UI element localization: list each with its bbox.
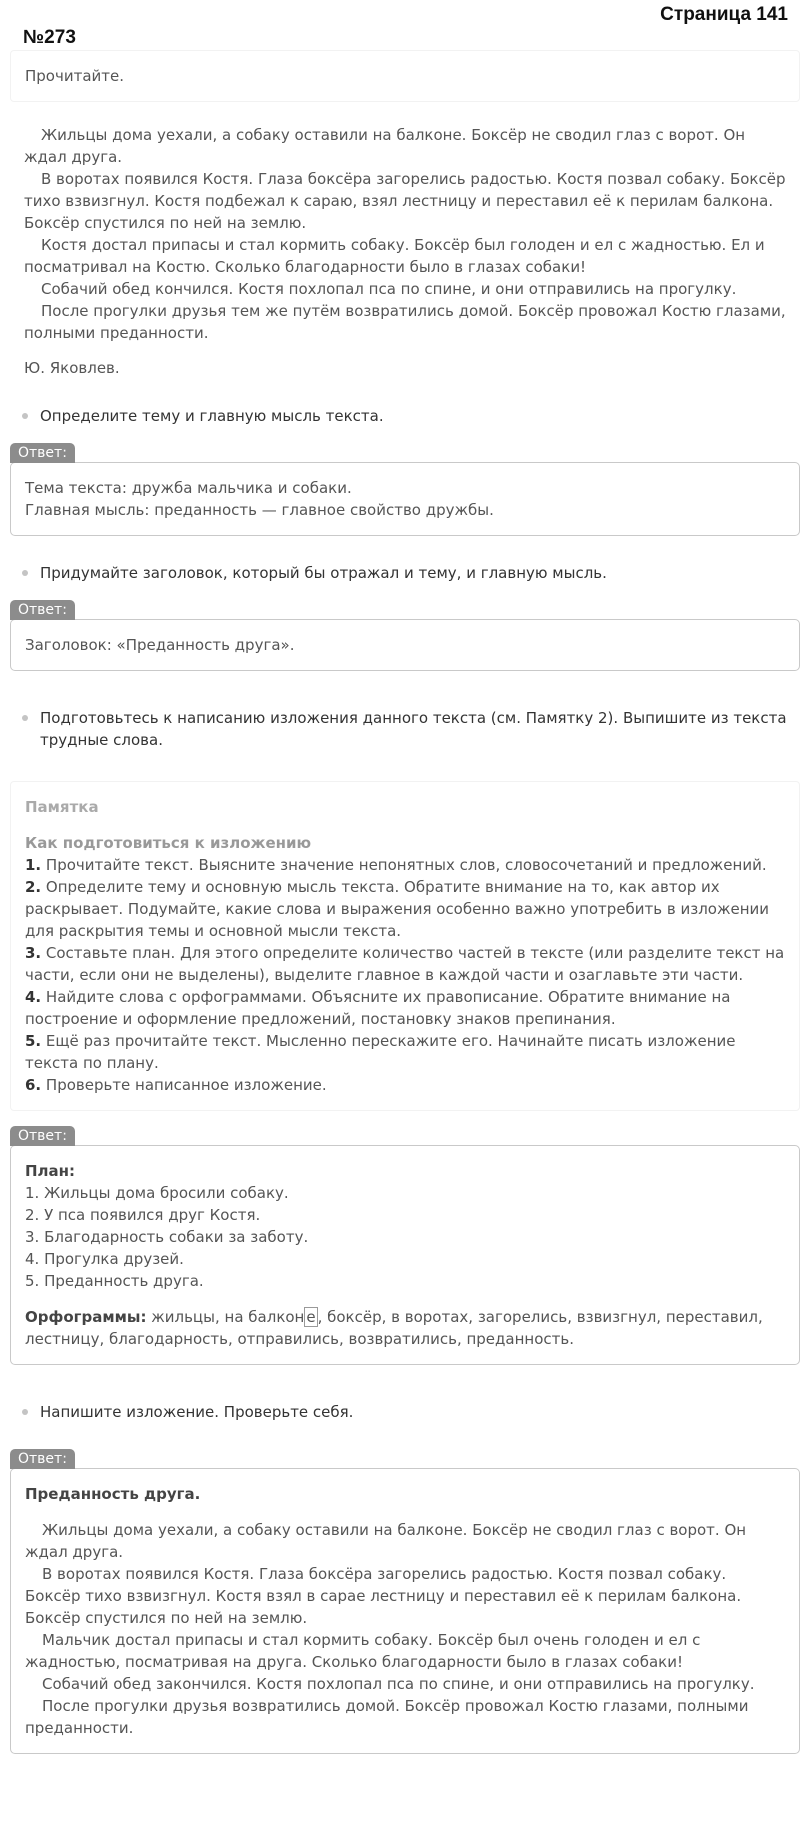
bullet-icon [22, 413, 28, 419]
memo-item [25, 854, 785, 876]
page-number: Страница 141 [660, 4, 788, 25]
answer-4 [10, 1448, 800, 1754]
answer-label: Ответ: [10, 600, 75, 620]
orthograms-label: Орфограммы: [25, 1308, 147, 1326]
plan-item: 1. Жильцы дома бросили собаку. [25, 1184, 289, 1202]
memo-item-number: 1. [25, 856, 42, 874]
content [10, 50, 800, 1754]
bullet-icon [22, 715, 28, 721]
plan-item: 2. У пса появился друг Костя. [25, 1206, 261, 1224]
plan-item: 3. Благодарность собаки за заботу. [25, 1228, 309, 1246]
answer-1 [10, 442, 800, 536]
memo-item-text: Составьте план. Для этого определите количество частей в тексте (или разделите текст на части, если они не выделены), выделите главное в каждой части и озаглавьте эти части. [25, 944, 785, 984]
memo-item-number: 2. [25, 878, 42, 896]
essay-paragraph: Мальчик достал припасы и стал кормить собаку. Боксёр был очень голоден и ел с жадностью, посматривая на друга. Сколько благодарности было в глазах собаки! [25, 1631, 701, 1671]
plan-label: План: [25, 1162, 76, 1180]
essay-paragraph: В воротах появился Костя. Глаза боксёра загорелись радостью. Костя позвал собаку. Боксёр тихо взвизгнул. Костя взял в сарае лестницу и переставил её к перилам балкона. Боксёр спустился по ней на землю. [25, 1565, 742, 1627]
orthogram-highlight: е [306, 1308, 316, 1326]
instruction-card [10, 50, 800, 102]
text-author: Ю. Яковлев. [24, 359, 120, 377]
question-text: Определите тему и главную мысль текста. [40, 407, 384, 425]
memo-item-text: Прочитайте текст. Выясните значение непонятных слов, словосочетаний и предложений. [41, 856, 767, 874]
memo-card [10, 781, 800, 1111]
question-2 [10, 562, 800, 584]
memo-item-text: Ещё раз прочитайте текст. Мысленно перескажите его. Начинайте писать изложение текста по плану. [25, 1032, 736, 1072]
question-1 [10, 405, 800, 427]
memo-item-number: 4. [25, 988, 42, 1006]
memo-item [25, 986, 785, 1030]
memo-item-text: Определите тему и основную мысль текста. Обратите внимание на то, как автор их раскрывает. Подумайте, какие слова и выражения особенно важно употребить в изложении для раскрытия темы и основной мысли текста. [25, 878, 770, 940]
plan-item: 4. Прогулка друзей. [25, 1250, 184, 1268]
answer-label: Ответ: [10, 1449, 75, 1469]
answer-box [10, 619, 800, 671]
answer-line: Заголовок: «Преданность друга». [25, 636, 295, 654]
bullet-icon [22, 570, 28, 576]
bullet-icon [22, 1409, 28, 1415]
source-text [10, 124, 800, 344]
question-text: Подготовьтесь к написанию изложения данного текста (см. Памятку 2). Выпишите из текста трудные слова. [40, 709, 787, 749]
memo-item-text: Проверьте написанное изложение. [41, 1076, 327, 1094]
answer-box [10, 1145, 800, 1365]
answer-line: Тема текста: дружба мальчика и собаки. [25, 479, 352, 497]
memo-item-number: 5. [25, 1032, 42, 1050]
question-3 [10, 707, 800, 751]
memo-item [25, 1030, 785, 1074]
orthograms [25, 1306, 785, 1350]
text-paragraph: Жильцы дома уехали, а собаку оставили на балконе. Боксёр не сводил глаз с ворот. Он ждал друга. [24, 126, 746, 166]
memo-item-number: 3. [25, 944, 42, 962]
instruction-text: Прочитайте. [25, 67, 125, 85]
essay-paragraph: Жильцы дома уехали, а собаку оставили на балконе. Боксёр не сводил глаз с ворот. Он ждал друга. [25, 1521, 747, 1561]
question-text: Придумайте заголовок, который бы отражал и тему, и главную мысль. [40, 564, 607, 582]
memo-title: Памятка [25, 798, 99, 816]
text-paragraph: Собачий обед кончился. Костя похлопал пса по спине, и они отправились на прогулку. [41, 280, 737, 298]
text-paragraph: После прогулки друзья тем же путём возвратились домой. Боксёр провожал Костю глазами, полными преданности. [24, 302, 786, 342]
memo-item-text: Найдите слова с орфограммами. Объясните их правописание. Обратите внимание на построение и оформление предложений, постановку знаков препинания. [25, 988, 731, 1028]
answer-2 [10, 599, 800, 671]
essay-paragraph: Собачий обед закончился. Костя похлопал пса по спине, и они отправились на прогулку. [42, 1675, 755, 1693]
plan-item: 5. Преданность друга. [25, 1272, 204, 1290]
answer-label: Ответ: [10, 443, 75, 463]
memo-heading: Как подготовиться к изложению [25, 834, 312, 852]
memo-item [25, 942, 785, 986]
question-text: Напишите изложение. Проверьте себя. [40, 1403, 354, 1421]
task-number: №273 [23, 27, 76, 48]
answer-label: Ответ: [10, 1126, 75, 1146]
text-paragraph: Костя достал припасы и стал кормить собаку. Боксёр был голоден и ел с жадностью. Ел и посматривал на Костю. Сколько благодарности было в глазах собаки! [24, 236, 765, 276]
text-paragraph: В воротах появился Костя. Глаза боксёра загорелись радостью. Костя позвал собаку. Боксёр тихо взвизгнул. Костя подбежал к сараю, взял лестницу и переставил её к перилам балкона. Боксёр спустился по ней на землю. [24, 170, 786, 232]
essay-paragraph: После прогулки друзья возвратились домой. Боксёр провожал Костю глазами, полными преданности. [25, 1697, 749, 1737]
orthograms-text: жильцы, на балкон [146, 1308, 305, 1326]
answer-3 [10, 1125, 800, 1365]
memo-item [25, 876, 785, 942]
answer-line: Главная мысль: преданность — главное свойство дружбы. [25, 501, 494, 519]
answer-box [10, 462, 800, 536]
essay-title: Преданность друга. [25, 1485, 201, 1503]
memo-item [25, 1074, 785, 1096]
question-4 [10, 1401, 800, 1423]
memo-item-number: 6. [25, 1076, 42, 1094]
orthograms-text: , боксёр, в воротах, загорелись, взвизгнул, переставил, лестницу, благодарность, отправились, возвратились, преданность. [25, 1308, 763, 1348]
answer-box [10, 1468, 800, 1754]
